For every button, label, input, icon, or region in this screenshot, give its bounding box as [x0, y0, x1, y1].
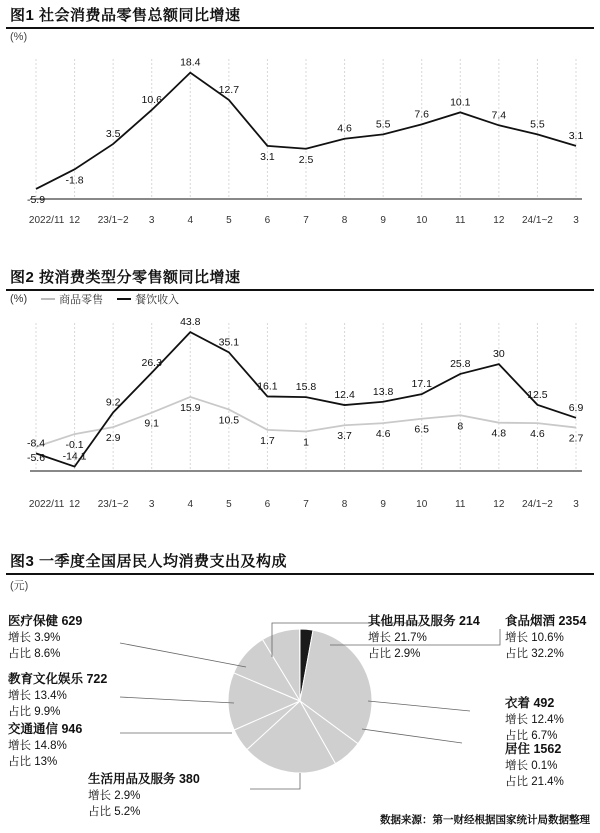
x-tick-label: 2022/11 — [28, 215, 65, 226]
svg-text:26.3: 26.3 — [141, 356, 162, 369]
x-tick-label: 12 — [69, 499, 81, 510]
pie-label-4 — [8, 721, 82, 770]
x-tick-label: 3 — [573, 215, 579, 226]
pie-label-growth: 增长 21.7% — [368, 632, 427, 644]
x-tick-label: 12 — [493, 499, 505, 510]
pie-label-3 — [88, 771, 200, 820]
svg-text:6.9: 6.9 — [568, 401, 584, 414]
svg-text:-1.8: -1.8 — [65, 174, 84, 187]
chart3-unit: (元) — [10, 580, 29, 592]
pie-label-share: 占比 2.9% — [368, 648, 421, 660]
svg-text:5.5: 5.5 — [530, 118, 545, 131]
pie-label-share: 占比 5.2% — [88, 806, 141, 818]
pie-label-growth: 增长 10.6% — [505, 632, 564, 644]
svg-text:7.6: 7.6 — [414, 108, 430, 121]
svg-text:9.2: 9.2 — [105, 396, 121, 409]
x-tick-label: 11 — [455, 215, 466, 226]
legend-catering-label: 餐饮收入 — [135, 294, 180, 306]
x-tick-label: 9 — [380, 215, 386, 226]
svg-text:13.8: 13.8 — [372, 385, 394, 398]
svg-text:2.9: 2.9 — [105, 432, 121, 445]
svg-text:9.1: 9.1 — [144, 417, 160, 430]
svg-text:43.8: 43.8 — [180, 316, 201, 329]
chart2-legend — [0, 291, 600, 307]
svg-text:16.1: 16.1 — [257, 380, 278, 393]
svg-text:12.5: 12.5 — [527, 388, 548, 401]
legend-goods-swatch — [41, 298, 55, 300]
x-tick-label: 5 — [226, 499, 232, 510]
chart2-title: 图2 按消费类型分零售额同比增速 — [10, 269, 241, 286]
pie-label-growth: 增长 14.8% — [8, 740, 67, 752]
chart3-plot — [0, 593, 600, 823]
chart1-plot — [0, 43, 600, 215]
pie-label-name-value: 交通通信 946 — [8, 722, 83, 736]
svg-text:3.1: 3.1 — [260, 150, 275, 163]
svg-text:1.7: 1.7 — [260, 434, 275, 447]
pie-label-growth: 增长 0.1% — [505, 760, 558, 772]
svg-text:10.1: 10.1 — [450, 96, 471, 109]
svg-text:6.5: 6.5 — [414, 423, 430, 436]
pie-label-6 — [8, 613, 82, 662]
svg-text:4.6: 4.6 — [375, 428, 391, 441]
svg-text:15.8: 15.8 — [295, 381, 317, 394]
svg-text:10.5: 10.5 — [218, 414, 240, 427]
pie-label-name-value: 医疗保健 629 — [8, 614, 83, 628]
x-tick-label: 6 — [264, 499, 271, 510]
chart3-title: 图3 一季度全国居民人均消费支出及构成 — [10, 553, 288, 570]
x-tick-label: 3 — [148, 499, 155, 510]
chart1-unit: (%) — [10, 31, 28, 43]
source-note: 数据来源：第一财经根据国家统计局数据整理 — [380, 814, 590, 826]
svg-text:35.1: 35.1 — [218, 336, 240, 349]
chart1-x-axis — [0, 215, 600, 231]
x-tick-label: 8 — [341, 215, 348, 226]
chart1-title: 图1 社会消费品零售总额同比增速 — [10, 7, 241, 24]
pie-label-7 — [368, 613, 480, 662]
svg-text:18.4: 18.4 — [180, 56, 201, 69]
svg-text:7.4: 7.4 — [491, 109, 507, 122]
legend-goods — [41, 291, 103, 307]
svg-text:12.7: 12.7 — [218, 83, 240, 96]
svg-text:3.5: 3.5 — [105, 127, 121, 140]
x-tick-label: 23/1~2 — [97, 499, 129, 510]
x-tick-label: 11 — [455, 499, 466, 510]
svg-text:3.7: 3.7 — [337, 430, 352, 443]
legend-catering-swatch — [117, 298, 131, 300]
chart2-plot — [0, 307, 600, 499]
pie-label-growth: 增长 12.4% — [505, 714, 564, 726]
pie-label-share: 占比 13% — [8, 756, 58, 768]
svg-text:-8.4: -8.4 — [26, 437, 46, 450]
x-tick-label: 4 — [187, 215, 194, 226]
leader-line — [120, 643, 246, 667]
pie-label-name-value: 生活用品及服务 380 — [88, 772, 200, 786]
svg-text:1: 1 — [303, 436, 309, 449]
svg-text:-0.1: -0.1 — [65, 439, 84, 452]
pie-label-1 — [505, 695, 564, 744]
svg-text:5.5: 5.5 — [375, 118, 391, 131]
x-tick-label: 2022/11 — [28, 499, 65, 510]
legend-goods-label: 商品零售 — [59, 294, 104, 306]
pie-label-5 — [8, 671, 107, 720]
x-tick-label: 8 — [341, 499, 348, 510]
pie-label-name-value: 衣着 492 — [505, 696, 555, 710]
chart2-unit: (%) — [10, 293, 28, 305]
svg-text:15.9: 15.9 — [180, 401, 201, 414]
pie-label-growth: 增长 3.9% — [8, 632, 61, 644]
x-tick-label: 24/1~2 — [521, 499, 553, 510]
pie-label-2 — [505, 741, 564, 790]
svg-text:-5.6: -5.6 — [26, 451, 46, 464]
pie-label-share: 占比 6.7% — [505, 730, 558, 742]
pie-label-share: 占比 8.6% — [8, 648, 61, 660]
svg-text:8: 8 — [457, 420, 464, 433]
svg-text:4.6: 4.6 — [337, 122, 352, 135]
chart2-x-axis — [0, 499, 600, 515]
x-tick-label: 12 — [493, 215, 505, 226]
pie-label-name-value: 食品烟酒 2354 — [505, 614, 587, 628]
x-tick-label: 23/1~2 — [97, 215, 129, 226]
leader-line — [250, 773, 300, 789]
x-tick-label: 9 — [380, 499, 386, 510]
svg-text:17.1: 17.1 — [411, 378, 432, 391]
pie-label-name-value: 教育文化娱乐 722 — [8, 672, 108, 686]
svg-text:-14.1: -14.1 — [62, 450, 87, 463]
svg-text:30: 30 — [493, 348, 505, 361]
pie-label-growth: 增长 13.4% — [8, 690, 67, 702]
svg-text:4.6: 4.6 — [530, 428, 545, 441]
svg-text:2.7: 2.7 — [568, 432, 584, 445]
x-tick-label: 7 — [303, 215, 309, 226]
svg-text:12.4: 12.4 — [334, 389, 355, 402]
pie-label-share: 占比 32.2% — [505, 648, 564, 660]
svg-text:4.8: 4.8 — [491, 427, 507, 440]
svg-text:25.8: 25.8 — [450, 357, 471, 370]
x-tick-label: 6 — [264, 215, 271, 226]
pie-label-share: 占比 21.4% — [505, 776, 564, 788]
svg-text:10.6: 10.6 — [141, 93, 162, 106]
svg-text:3.1: 3.1 — [568, 129, 584, 142]
x-tick-label: 24/1~2 — [521, 215, 553, 226]
pie-label-name-value: 居住 1562 — [505, 742, 562, 756]
x-tick-label: 3 — [148, 215, 155, 226]
x-tick-label: 7 — [303, 499, 309, 510]
legend-catering — [117, 291, 179, 307]
leader-line — [368, 701, 470, 711]
pie-label-growth: 增长 2.9% — [88, 790, 141, 802]
x-tick-label: 10 — [416, 499, 428, 510]
x-tick-label: 12 — [69, 215, 81, 226]
x-tick-label: 5 — [226, 215, 232, 226]
x-tick-label: 10 — [416, 215, 428, 226]
leader-line — [362, 729, 462, 743]
x-tick-label: 4 — [187, 499, 194, 510]
leader-line — [120, 697, 234, 703]
x-tick-label: 3 — [573, 499, 579, 510]
svg-text:-5.9: -5.9 — [26, 193, 46, 206]
pie-label-share: 占比 9.9% — [8, 706, 61, 718]
pie-label-0 — [505, 613, 586, 662]
pie-label-name-value: 其他用品及服务 214 — [368, 614, 480, 628]
svg-text:2.5: 2.5 — [298, 153, 314, 166]
